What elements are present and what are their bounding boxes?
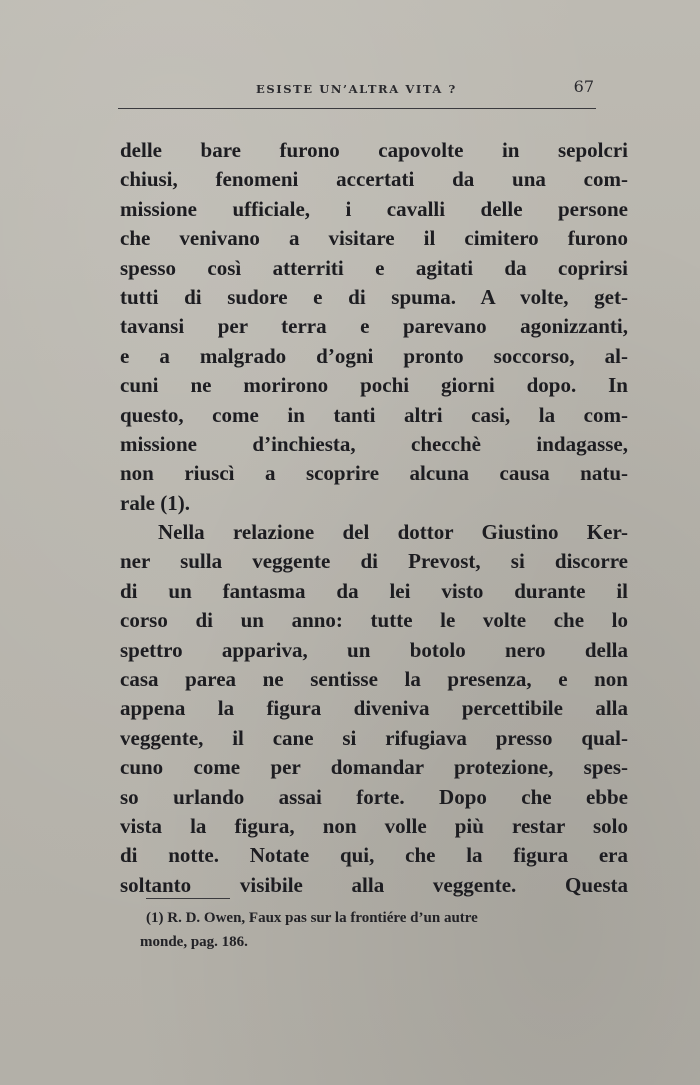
text-line: spesso così atterriti e agitati da coprirsi xyxy=(120,255,628,280)
paragraph-1 xyxy=(120,136,628,518)
text-line: di notte. Notate qui, che la figura era xyxy=(120,843,628,868)
text-line: di un fantasma da lei visto durante il xyxy=(120,578,628,603)
paragraph-2 xyxy=(120,518,628,900)
text-line: non riuscì a scoprire alcuna causa natu- xyxy=(120,461,628,486)
text-line: tavansi per terra e parevano agonizzanti, xyxy=(120,314,628,339)
footnote-reference: (1). xyxy=(160,490,190,515)
text-line: Nella relazione del dottor Giustino Ker- xyxy=(158,520,628,545)
text-line: che venivano a visitare il cimitero furono xyxy=(120,226,628,251)
text-fragment: rale xyxy=(120,490,155,515)
text-line: e a malgrado d’ogni pronto soccorso, al- xyxy=(120,343,628,368)
text-line: cuni ne morirono pochi giorni dopo. In xyxy=(120,373,628,398)
running-title: ESISTE UN’ALTRA VITA ? xyxy=(256,82,457,96)
page-header xyxy=(118,77,596,108)
text-line: vista la figura, non volle più restar solo xyxy=(120,813,628,838)
text-line: ner sulla veggente di Prevost, si discorre xyxy=(120,549,628,574)
footnote xyxy=(140,906,632,954)
footnote-rule xyxy=(146,898,230,899)
text-line: missione ufficiale, i cavalli delle persone xyxy=(120,196,628,221)
text-line-last xyxy=(120,489,628,518)
text-line: tutti di sudore e di spuma. A volte, get- xyxy=(120,284,628,309)
body-text xyxy=(120,136,628,900)
text-line: appena la figura diveniva percettibile alla xyxy=(120,696,628,721)
text-line: soltanto visibile alla veggente. Questa xyxy=(120,872,628,897)
text-line: corso di un anno: tutte le volte che lo xyxy=(120,608,628,633)
text-line: chiusi, fenomeni accertati da una com- xyxy=(120,167,628,192)
text-line: cuno come per domandar protezione, spes- xyxy=(120,755,628,780)
header-rule xyxy=(118,108,596,109)
text-line: spettro appariva, un botolo nero della xyxy=(120,637,628,662)
footnote-line-2: monde, pag. 186. xyxy=(140,934,248,950)
text-line: delle bare furono capovolte in sepolcri xyxy=(120,138,628,162)
text-line: missione d’inchiesta, checchè indagasse, xyxy=(120,431,628,456)
text-line: questo, come in tanti altri casi, la com- xyxy=(120,402,628,427)
footnote-line-1 xyxy=(146,906,632,930)
footnote-text: R. D. Owen, Faux pas sur la frontiére d’un autre xyxy=(167,910,478,926)
text-line: so urlando assai forte. Dopo che ebbe xyxy=(120,784,628,809)
text-line: veggente, il cane si rifugiava presso qual- xyxy=(120,725,628,750)
page-number: 67 xyxy=(573,77,594,96)
footnote-marker: (1) xyxy=(146,910,164,926)
text-line: casa parea ne sentisse la presenza, e non xyxy=(120,667,628,692)
